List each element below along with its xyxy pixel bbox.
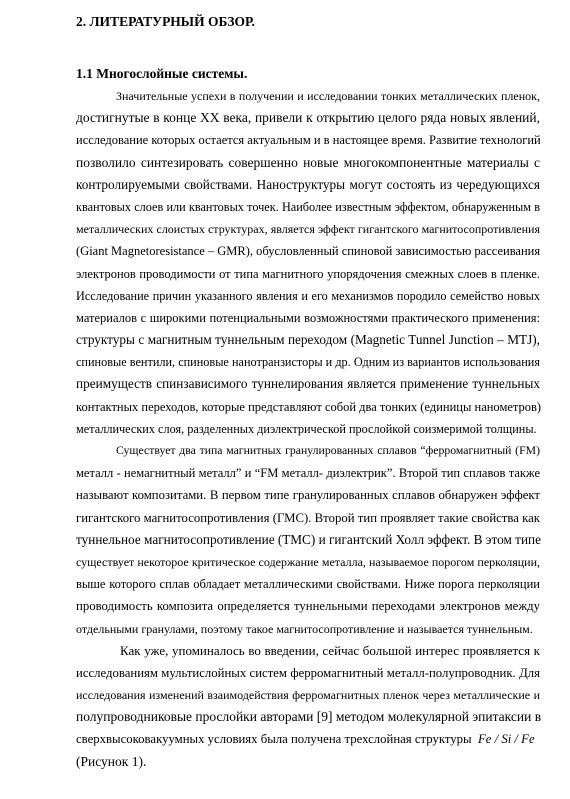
text-line: материалов с широкими потенциальными возможностями практического применения: — [76, 310, 540, 325]
text-line: выше которого сплав обладает металлическими свойствами. Ниже порога перколяции — [76, 577, 540, 592]
paragraph-3 — [36, 640, 540, 773]
document-page — [36, 10, 540, 773]
text-line: полупроводниковые прослойки авторами [9] методом молекулярной эпитаксии в — [76, 709, 542, 725]
text-line: (Рисунок 1). — [76, 753, 147, 769]
text-line: исследование которых остается актуальным и в настоящее время. Развитие технологий — [76, 133, 541, 148]
text-line: отдельными гранулами, поэтому такое магнитосопротивление и называется туннельным. — [76, 621, 533, 636]
paragraph-1 — [36, 85, 540, 440]
text-line: металл - немагнитный металл” и “FM металл- диэлектрик”. Второй тип сплавов также — [76, 466, 540, 481]
text-line: проводимость композита определяется туннельными переходами электронов между — [76, 599, 540, 614]
text-line: существует некоторое критическое содержание металла, называемое порогом перколяции, — [76, 554, 540, 569]
text-line: спиновые вентили, спиновые нанотранзисторы и др. Одним из вариантов использования — [76, 355, 540, 370]
text-line: достигнутые в конце XX века, привели к открытию целого ряда новых явлений, — [76, 110, 540, 126]
text-line: металлических слоистых структурах, является эффект гигантского магнитосопротивления — [76, 222, 540, 237]
text-line: Существует два типа магнитных гранулированных сплавов “ферромагнитный (FM) — [116, 444, 540, 457]
text-line: (Giant Magnetoresistance – GMR), обусловленный спиновой зависимостью рассеивания — [76, 244, 541, 259]
text-line: сверхвысоковакуумных условиях была получена трехслойная структуры — [76, 732, 472, 747]
text-line: Как уже, упоминалось во введении, сейчас большой интерес проявляется к — [120, 642, 540, 658]
text-line: квантовых слоев или квантовых точек. Наиболее известным эффектом, обнаруженным в — [76, 199, 540, 214]
section-title: 1.1 Многослойные системы. — [76, 66, 248, 81]
text-line: структуры с магнитным туннельным переходом (Magnetic Tunnel Junction – MTJ), — [76, 332, 540, 348]
chapter-title: 2. ЛИТЕРАТУРНЫЙ ОБЗОР. — [76, 14, 255, 29]
paragraph-2 — [36, 440, 540, 640]
text-line: Значительные успехи в получении и исследовании тонких металлических пленок, — [116, 89, 540, 103]
text-line: называют композитами. В первом типе гранулированных сплавов обнаружен эффект — [76, 488, 540, 503]
text-line: преимуществ спинзависимого туннелирования является применение туннельных — [76, 376, 540, 392]
text-line: исследования изменений взаимодействия ферромагнитных пленок через металлические и — [76, 688, 540, 703]
text-line: исследованиям мультислойных систем ферромагнитный металл-полупроводник. Для — [76, 665, 540, 680]
text-line-with-formula — [36, 728, 540, 750]
text-line: туннельное магнитосопротивление (ТМС) и гигантский Холл эффект. В этом типе — [76, 531, 542, 547]
text-line: гигантского магнитосопротивления (ГМС). Второй тип проявляет такие свойства как — [76, 510, 540, 525]
text-line: позволило синтезировать совершенно новые многокомпонентные материалы с — [76, 154, 540, 170]
text-line: электронов проводимости от типа магнитного упорядочения смежных слоев в пленке. — [76, 266, 540, 281]
text-line: металлических слоя, разделенных диэлектрической прослойкой соизмеримой толщины. — [76, 421, 537, 436]
text-line: контактных переходов, которые представляют собой два тонких (единицы нанометров) — [76, 399, 542, 414]
text-line: Исследование причин указанного явления и его механизмов породило семейство новых — [76, 288, 540, 303]
formula: Fe / Si / Fe — [477, 732, 535, 747]
text-line: контролируемыми свойствами. Наноструктуры могут состоять из чередующихся — [76, 176, 540, 192]
